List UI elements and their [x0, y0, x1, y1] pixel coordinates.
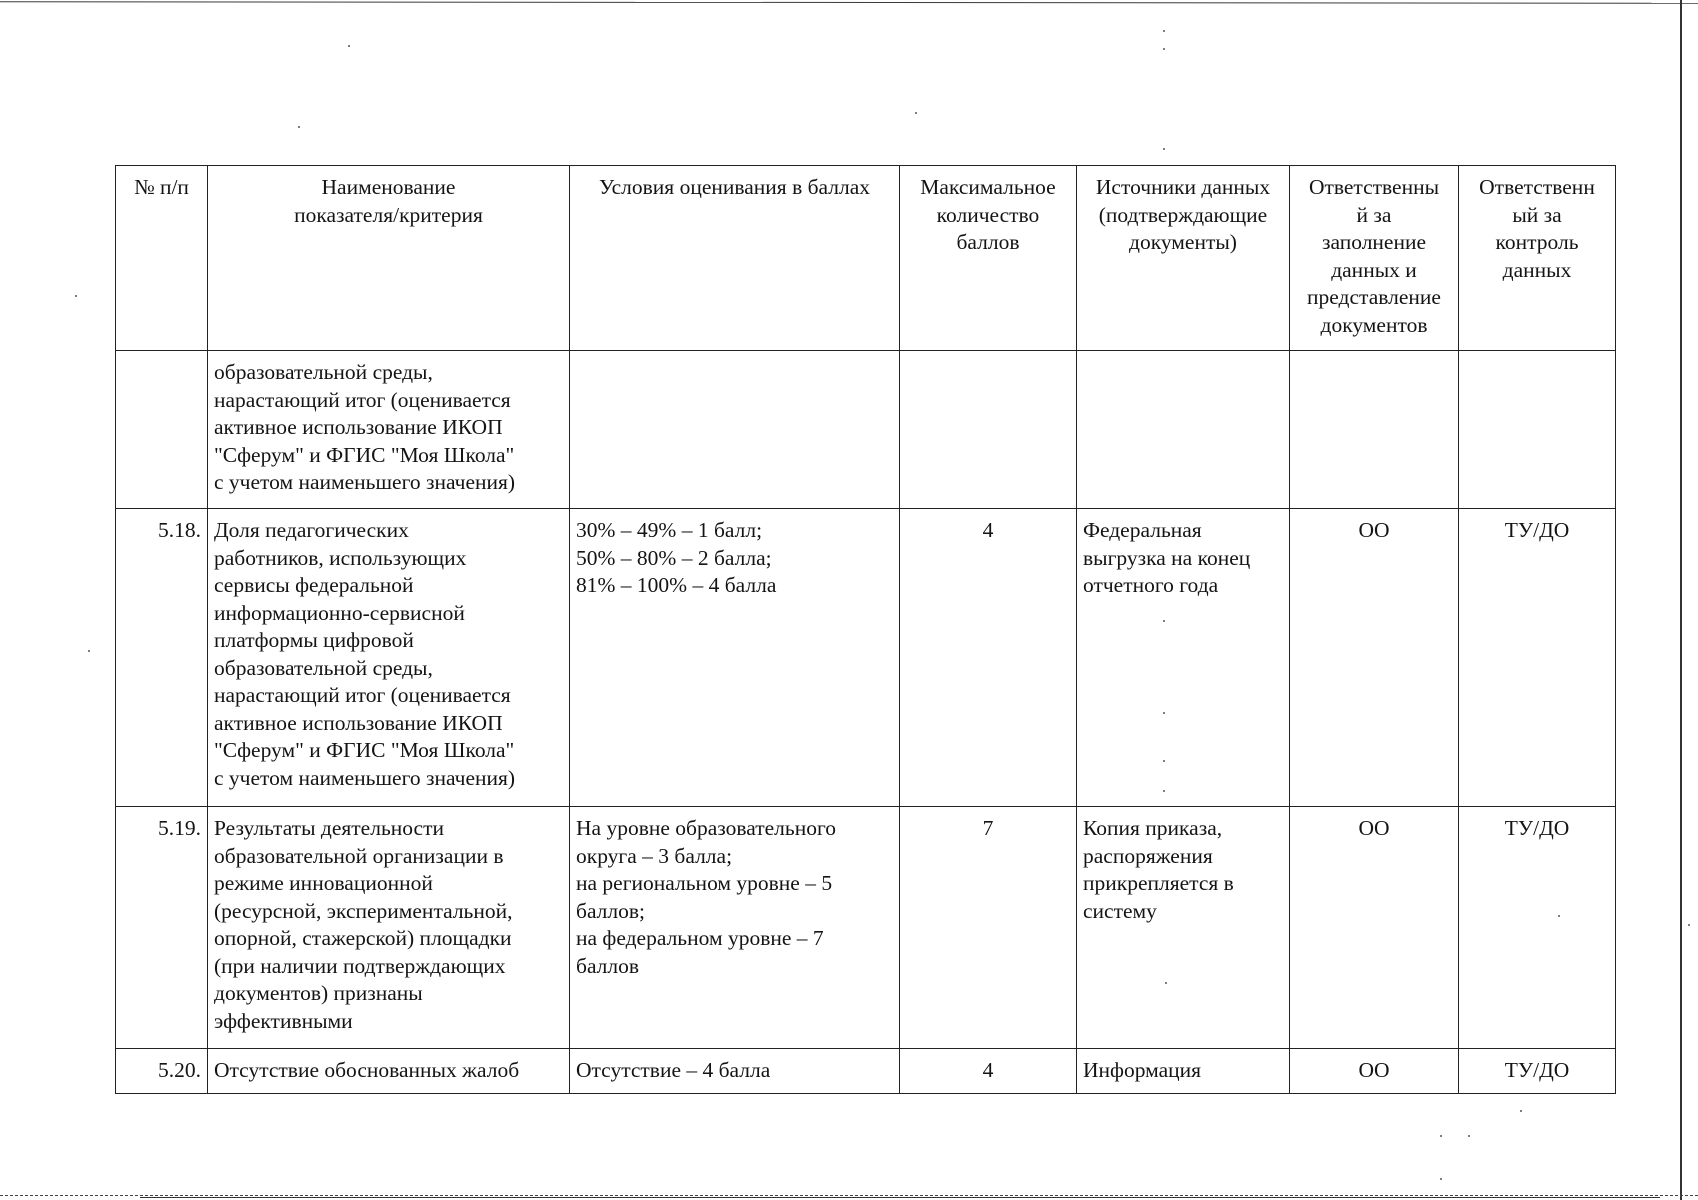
scan-edge-top — [0, 1, 1698, 3]
header-name — [208, 166, 570, 351]
header-line: данных — [1502, 257, 1572, 282]
scan-speck — [1163, 48, 1165, 50]
cell-responsible-fill — [1290, 351, 1459, 509]
scan-speck — [1440, 1178, 1442, 1180]
cell-name — [208, 509, 570, 807]
table-row — [116, 1049, 1616, 1094]
scan-speck — [1688, 924, 1690, 926]
cell-line: Федеральная — [1083, 518, 1202, 542]
cell-line: документов) признаны — [214, 981, 423, 1005]
cell-line: распоряжения — [1083, 843, 1213, 868]
cell-responsible-fill: ОО — [1290, 509, 1459, 807]
cell-conditions — [570, 807, 900, 1049]
header-line: й за — [1356, 202, 1392, 227]
cell-num: 5.19. — [116, 807, 208, 1049]
header-line: представление — [1307, 285, 1441, 309]
cell-line: Отсутствие обоснованных жалоб — [214, 1058, 520, 1082]
cell-max-points: 4 — [900, 509, 1077, 807]
cell-line: эффективными — [214, 1008, 353, 1033]
cell-name — [208, 807, 570, 1049]
header-line: (подтверждающие — [1098, 202, 1268, 227]
cell-line: Копия приказа, — [1083, 816, 1223, 840]
header-sources — [1077, 166, 1290, 351]
header-max-points — [900, 166, 1077, 351]
cell-line: образовательной организации в — [214, 843, 504, 868]
cell-responsible-control: ТУ/ДО — [1459, 807, 1616, 1049]
cell-responsible-control — [1459, 351, 1616, 509]
scan-edge-right — [1680, 0, 1682, 1200]
cell-line: с учетом наименьшего значения) — [214, 470, 516, 494]
table-header-row — [116, 166, 1616, 351]
header-line: Максимальное — [920, 175, 1056, 199]
cell-line: сервисы федеральной — [214, 573, 414, 597]
cell-line: прикрепляется в — [1083, 871, 1234, 895]
cell-responsible-fill: ОО — [1290, 1049, 1459, 1094]
cell-line: 30% – 49% – 1 балл; — [576, 518, 763, 542]
header-num: № п/п — [116, 166, 208, 351]
cell-conditions — [570, 1049, 900, 1094]
cell-line: "Сферум" и ФГИС "Моя Школа" — [214, 442, 515, 467]
cell-line: платформы цифровой — [214, 628, 414, 652]
cell-num: 5.20. — [116, 1049, 208, 1094]
scan-edge-bottom-line — [140, 1197, 1660, 1198]
cell-num — [116, 351, 208, 509]
table-row — [116, 807, 1616, 1049]
scan-speck — [75, 295, 77, 297]
scan-speck — [1520, 1110, 1522, 1112]
cell-line: 81% – 100% – 4 балла — [576, 573, 777, 597]
header-line: контроль — [1495, 230, 1579, 254]
cell-line: нарастающий итог (оценивается — [214, 683, 511, 707]
cell-sources — [1077, 351, 1290, 509]
header-line: Источники данных — [1095, 175, 1271, 199]
header-line: баллов — [956, 230, 1020, 254]
cell-num: 5.18. — [116, 509, 208, 807]
criteria-table — [115, 165, 1616, 1094]
cell-responsible-fill: ОО — [1290, 807, 1459, 1049]
cell-line: образовательной среды, — [214, 655, 433, 680]
header-responsible-control — [1459, 166, 1616, 351]
cell-max-points: 7 — [900, 807, 1077, 1049]
header-line: данных и — [1331, 257, 1417, 282]
header-line: Ответственн — [1479, 175, 1595, 199]
scan-speck — [298, 126, 300, 128]
cell-conditions — [570, 509, 900, 807]
cell-sources — [1077, 1049, 1290, 1094]
cell-line: (ресурсной, экспериментальной, — [214, 898, 513, 923]
cell-line: отчетного года — [1083, 573, 1219, 597]
cell-name — [208, 1049, 570, 1094]
scan-speck — [1163, 30, 1165, 32]
cell-line: активное использование ИКОП — [214, 415, 503, 439]
cell-line: Информация — [1083, 1058, 1202, 1082]
cell-line: Доля педагогических — [214, 518, 409, 542]
scan-speck — [1440, 1135, 1442, 1137]
cell-line: на федеральном уровне – 7 — [576, 926, 824, 950]
header-conditions: Условия оценивания в баллах — [570, 166, 900, 351]
scan-speck — [88, 650, 90, 652]
cell-line: выгрузка на конец — [1083, 545, 1251, 570]
cell-line: (при наличии подтверждающих — [214, 953, 506, 978]
cell-line: опорной, стажерской) площадки — [214, 926, 512, 950]
cell-line: режиме инновационной — [214, 871, 433, 895]
cell-line: работников, использующих — [214, 545, 467, 570]
header-line: заполнение — [1321, 230, 1427, 254]
header-line: ый за — [1512, 202, 1562, 227]
header-line: документов — [1320, 312, 1428, 337]
cell-line: с учетом наименьшего значения) — [214, 765, 516, 790]
scan-speck — [348, 45, 350, 47]
cell-max-points — [900, 351, 1077, 509]
cell-line: Результаты деятельности — [214, 816, 444, 840]
scan-speck — [1163, 148, 1165, 150]
cell-line: "Сферум" и ФГИС "Моя Школа" — [214, 738, 515, 762]
cell-responsible-control: ТУ/ДО — [1459, 1049, 1616, 1094]
cell-line: нарастающий итог (оценивается — [214, 387, 511, 412]
cell-line: систему — [1083, 898, 1157, 923]
cell-line: информационно-сервисной — [214, 600, 465, 625]
table-row — [116, 509, 1616, 807]
cell-conditions — [570, 351, 900, 509]
cell-line: активное использование ИКОП — [214, 710, 503, 735]
cell-line: баллов; — [576, 898, 646, 923]
cell-name — [208, 351, 570, 509]
cell-sources — [1077, 509, 1290, 807]
cell-max-points: 4 — [900, 1049, 1077, 1094]
cell-line: На уровне образовательного — [576, 816, 836, 840]
cell-responsible-control: ТУ/ДО — [1459, 509, 1616, 807]
cell-line: на региональном уровне – 5 — [576, 871, 833, 895]
cell-sources — [1077, 807, 1290, 1049]
header-responsible-fill — [1290, 166, 1459, 351]
scan-speck — [915, 112, 917, 114]
header-line: документы) — [1129, 230, 1237, 254]
scan-edge-bottom — [0, 1195, 1698, 1196]
header-line: показателя/критерия — [294, 202, 483, 227]
scan-speck — [1468, 1135, 1470, 1137]
header-line: Наименование — [321, 175, 456, 199]
cell-line: образовательной среды, — [214, 360, 433, 384]
cell-line: 50% – 80% – 2 балла; — [576, 545, 772, 570]
cell-line: округа – 3 балла; — [576, 843, 733, 868]
cell-line: баллов — [576, 953, 640, 978]
cell-line: Отсутствие – 4 балла — [576, 1058, 771, 1082]
header-line: Ответственны — [1308, 175, 1440, 199]
table-row — [116, 351, 1616, 509]
header-line: количество — [936, 202, 1040, 227]
